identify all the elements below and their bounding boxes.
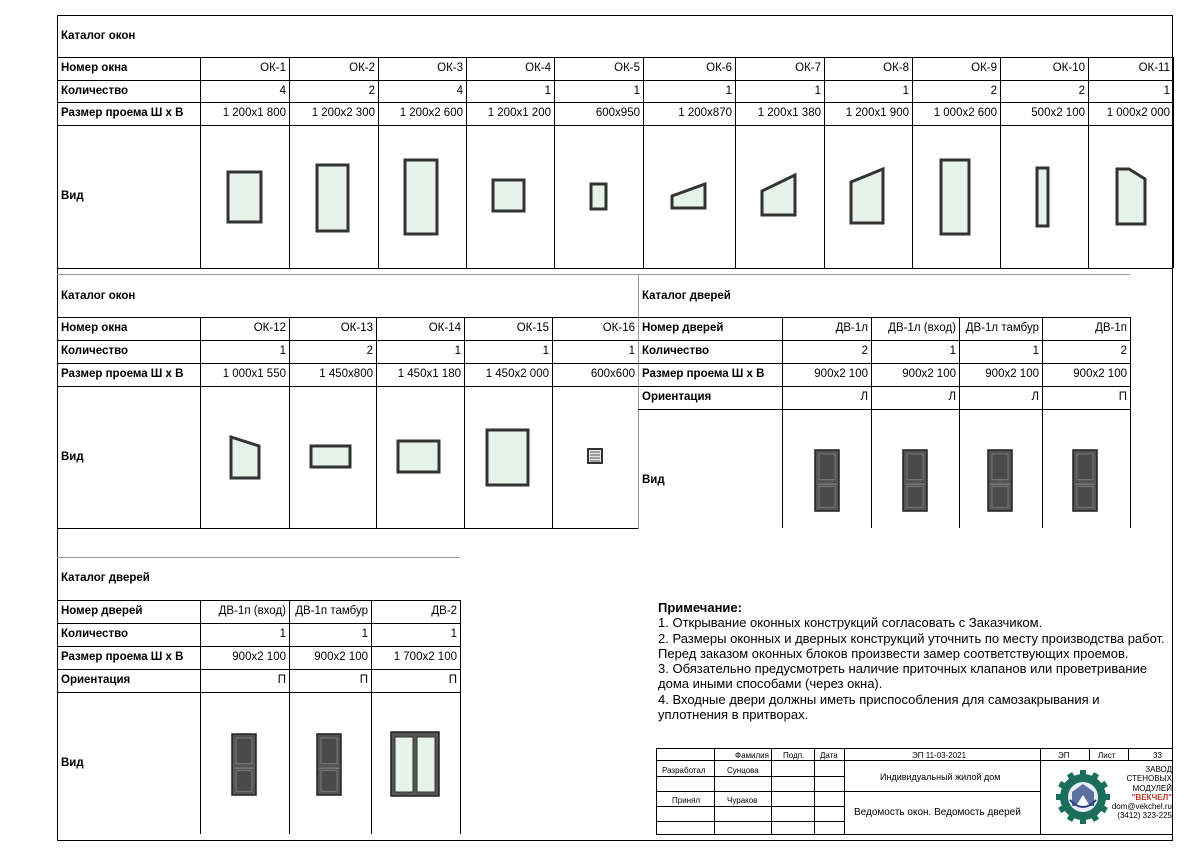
cell-num: ОК-7 (795, 62, 821, 74)
cell-size: 900x2 100 (232, 651, 286, 663)
door-panel (1077, 454, 1093, 480)
window-ok-13 (311, 446, 350, 467)
window-ok-2 (317, 165, 348, 231)
cell-qty: 1 (542, 345, 549, 357)
row-label-number: Номер окна (61, 62, 128, 74)
door-panel (907, 487, 923, 508)
cell-orient: Л (860, 391, 868, 403)
cell-orient: П (359, 674, 368, 686)
cell-orient: П (277, 674, 286, 686)
cell-qty: 1 (544, 85, 551, 97)
cell-num: ОК-10 (1052, 62, 1085, 74)
cell-size: 1 200x2 300 (311, 107, 375, 119)
row-label-size: Размер проема Ш х В (642, 368, 765, 380)
row-label-qty: Количество (61, 85, 129, 97)
table-title: Каталог окон (61, 30, 136, 42)
cell-qty: 1 (725, 85, 732, 97)
window-ok-9 (941, 160, 969, 234)
stamp-doc-title: Ведомость окон. Ведомость дверей (854, 807, 1021, 818)
gear-tooth (1056, 794, 1064, 800)
notes-title: Примечание: (658, 600, 742, 615)
company-info (1104, 765, 1172, 821)
cell-size: 1 450x800 (319, 368, 373, 380)
stamp-role-accepted: Принял (672, 796, 701, 805)
company-phone: (3412) 323-225 (1117, 811, 1172, 821)
cell-num: ОК-9 (971, 62, 997, 74)
cell-num: ДВ-1л (вход) (888, 322, 956, 334)
table-grid-line (464, 317, 465, 528)
cell-qty: 1 (454, 345, 461, 357)
door-glass (395, 737, 413, 792)
note-line: 1. Открывание оконных конструкций согласовать с Заказчиком. (658, 615, 1043, 631)
cell-qty: 2 (366, 345, 373, 357)
stamp-developer-name: Сунцова (727, 766, 759, 775)
table-grid-line (460, 600, 461, 834)
door-panel (236, 771, 252, 792)
cell-size: 1 000x1 550 (222, 368, 286, 380)
cell-num: ДВ-1п (вход) (218, 605, 286, 617)
door-glass (417, 737, 435, 792)
row-label-orient: Ориентация (61, 674, 131, 686)
cell-num: ОК-14 (428, 322, 461, 334)
cell-size: 1 700x2 100 (393, 651, 457, 663)
cell-orient: Л (1031, 391, 1039, 403)
window-ok-11 (1117, 169, 1145, 224)
window-ok-10 (1037, 168, 1048, 226)
table-grid-line (1130, 317, 1131, 528)
cell-num: ДВ-1п (1095, 322, 1127, 334)
door-panel (992, 454, 1008, 480)
cell-num: ОК-6 (706, 62, 732, 74)
row-label-orient: Ориентация (642, 391, 712, 403)
door-panel (1077, 487, 1093, 508)
table-grid-line (871, 317, 872, 528)
cell-size: 900x2 100 (314, 651, 368, 663)
door-panel (321, 771, 337, 792)
cell-qty: 1 (814, 85, 821, 97)
row-label-number: Номер дверей (642, 322, 724, 334)
stamp-col-sign: Подп. (783, 751, 805, 760)
table-title: Каталог дверей (642, 290, 731, 302)
table-grid-line (200, 317, 201, 528)
door-panel (819, 487, 835, 508)
cell-qty: 1 (279, 628, 286, 640)
cell-size: 900x2 100 (1073, 368, 1127, 380)
gear-tooth (1080, 770, 1086, 778)
cell-size: 1 450x2 000 (485, 368, 549, 380)
cell-size: 500x2 100 (1031, 107, 1085, 119)
cell-size: 1 000x2 000 (1106, 107, 1170, 119)
cell-num: ОК-15 (516, 322, 549, 334)
cell-qty: 2 (368, 85, 375, 97)
cell-orient: Л (948, 391, 956, 403)
stamp-role-developer: Разработал (662, 766, 706, 775)
table-grid-line (552, 317, 553, 528)
table-grid-line (371, 600, 372, 834)
stamp-sheet-number: 33 (1153, 751, 1162, 760)
company-line: МОДУЛЕЙ (1132, 783, 1172, 793)
stamp-project: Индивидуальный жилой дом (880, 772, 1001, 782)
door-panel (992, 487, 1008, 508)
cell-size: 600x600 (590, 368, 635, 380)
cell-orient: П (1118, 391, 1127, 403)
cell-qty: 1 (279, 345, 286, 357)
cell-num: ОК-1 (260, 62, 286, 74)
window-ok-3 (405, 160, 437, 234)
stamp-col-surname: Фамилия (735, 751, 769, 760)
window-ok-5 (591, 184, 606, 209)
cell-size: 900x2 100 (985, 368, 1039, 380)
row-label-size: Размер проема Ш х В (61, 368, 184, 380)
cell-size: 1 200x1 380 (757, 107, 821, 119)
stamp-accepted-name: Чураков (727, 796, 758, 805)
cell-size: 1 000x2 600 (933, 107, 997, 119)
table-title: Каталог дверей (61, 572, 150, 584)
cell-orient: П (448, 674, 457, 686)
cell-size: 1 200x1 900 (845, 107, 909, 119)
door-panel (907, 454, 923, 480)
cell-size: 900x2 100 (814, 368, 868, 380)
row-label-view: Вид (642, 474, 665, 486)
table-grid-line (782, 317, 783, 528)
cell-num: ОК-2 (349, 62, 375, 74)
row-label-qty: Количество (61, 345, 129, 357)
door-panel (236, 738, 252, 764)
stamp-sheet-label: Лист (1098, 751, 1116, 760)
window-ok-6 (672, 184, 705, 208)
cell-num: ДВ-1л (835, 322, 868, 334)
cell-num: ОК-16 (602, 322, 635, 334)
notes-block (658, 600, 1168, 722)
row-label-view: Вид (61, 190, 84, 202)
company-line: ЗАВОД (1145, 765, 1172, 774)
window-ok-7 (762, 175, 795, 215)
row-label-size: Размер проема Ш х В (61, 107, 184, 119)
door-panel (819, 454, 835, 480)
cell-qty: 2 (1078, 85, 1085, 97)
cell-qty: 1 (1163, 85, 1170, 97)
cell-size: 1 200x1 200 (487, 107, 551, 119)
table-grid-line (376, 317, 377, 528)
cell-size: 1 200x1 800 (222, 107, 286, 119)
table-grid-line (1042, 317, 1043, 528)
row-label-view: Вид (61, 451, 84, 463)
cell-qty: 1 (1032, 345, 1039, 357)
cell-qty: 1 (949, 345, 956, 357)
cell-num: ОК-3 (437, 62, 463, 74)
table-grid-line (289, 600, 290, 834)
window-ok-1 (228, 172, 261, 222)
stamp-code: ЭП 11-03-2021 (912, 751, 967, 760)
cell-size: 1 200x2 600 (399, 107, 463, 119)
stamp-col-date: Дата (820, 751, 838, 760)
cell-num: ДВ-1л тамбур (965, 322, 1039, 334)
cell-size: 1 200x870 (678, 107, 732, 119)
cell-num: ОК-12 (253, 322, 286, 334)
cell-qty: 4 (279, 85, 286, 97)
window-ok-8 (851, 169, 883, 223)
row-label-qty: Количество (61, 628, 129, 640)
row-label-number: Номер дверей (61, 605, 143, 617)
window-ok-15 (487, 430, 528, 485)
cell-num: ОК-11 (1138, 62, 1170, 74)
table-title: Каталог окон (61, 290, 136, 302)
row-label-qty: Количество (642, 345, 710, 357)
row-label-view: Вид (61, 757, 84, 769)
window-ok-4 (493, 180, 524, 211)
cell-size: 1 450x1 180 (397, 368, 461, 380)
note-line: 4. Входные двери должны иметь приспособления для самозакрывания и уплотнения в притворах. (658, 691, 1100, 723)
cell-num: ДВ-2 (431, 605, 457, 617)
door-panel (321, 738, 337, 764)
cell-num: ОК-8 (883, 62, 909, 74)
row-label-size: Размер проема Ш х В (61, 651, 184, 663)
cell-qty: 4 (456, 85, 463, 97)
company-line: СТЕНОВЫХ (1126, 774, 1172, 784)
row-label-number: Номер окна (61, 322, 128, 334)
company-brand: "ВЕКЧЕЛ" (1131, 792, 1172, 802)
cell-size: 600x950 (595, 107, 640, 119)
cell-qty: 1 (902, 85, 909, 97)
cell-num: ОК-4 (525, 62, 551, 74)
company-email[interactable]: dom@vekchel.ru (1111, 802, 1172, 812)
cell-qty: 2 (861, 345, 868, 357)
cell-num: ОК-5 (614, 62, 640, 74)
cell-num: ОК-13 (340, 322, 373, 334)
cell-size: 900x2 100 (902, 368, 956, 380)
table-grid-line (959, 317, 960, 528)
cell-qty: 1 (628, 345, 635, 357)
cell-qty: 1 (450, 628, 457, 640)
table-grid-line (289, 317, 290, 528)
cell-num: ДВ-1п тамбур (295, 605, 368, 617)
window-ok-14 (398, 441, 439, 472)
cell-qty: 1 (361, 628, 368, 640)
cell-qty: 2 (990, 85, 997, 97)
gear-tooth (1080, 816, 1086, 824)
table-grid-line (200, 600, 201, 834)
note-line: 3. Обязательно предусмотреть наличие приточных клапанов или проветривание дома иными способами (через окна). (658, 661, 1148, 692)
cell-qty: 1 (633, 85, 640, 97)
cell-qty: 2 (1120, 345, 1127, 357)
window-ok-12 (231, 437, 259, 478)
stamp-stage: ЭП (1058, 751, 1070, 760)
note-line: 2. Размеры оконных и дверных конструкций уточнить по месту производства работ. Перед заказом оконных блоков произвести замер соответствующих проемов. (658, 630, 1165, 661)
